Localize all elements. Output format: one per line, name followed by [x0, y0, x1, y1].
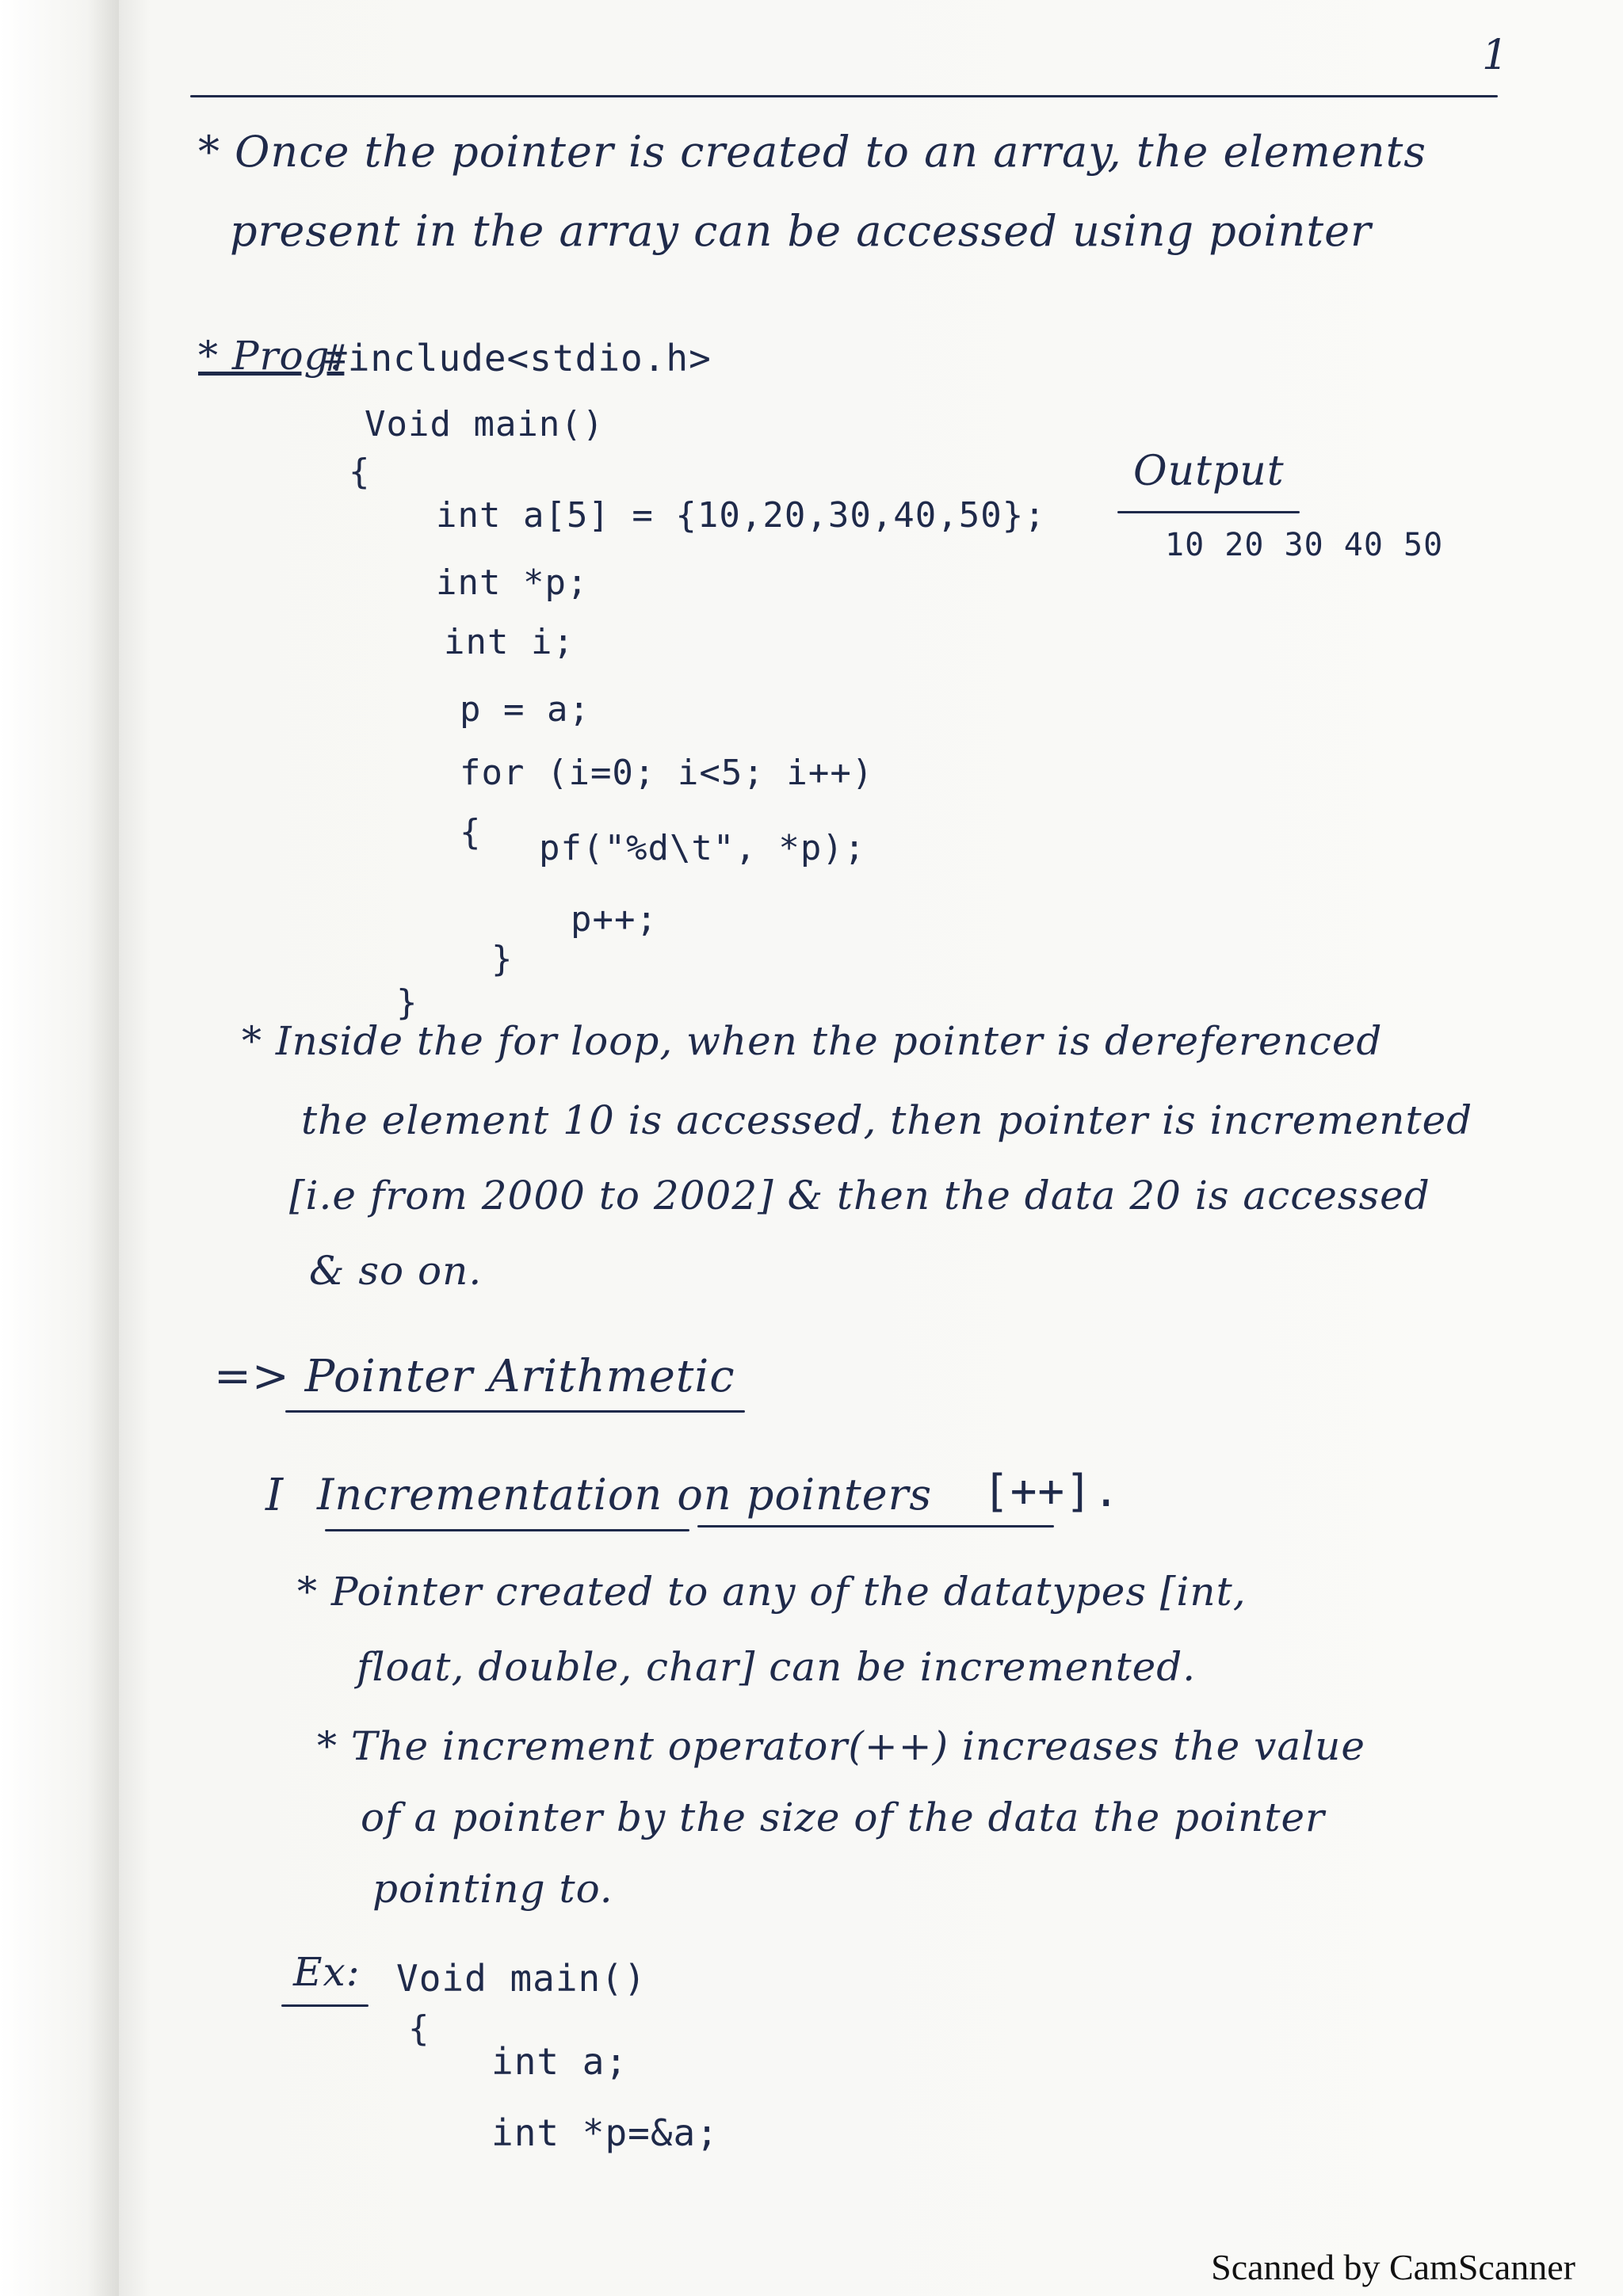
subsection-numeral: I — [265, 1470, 285, 1521]
program-close-brace: } — [396, 982, 418, 1023]
explanation-line-1: * Inside the for loop, when the pointer is dereferenced — [242, 1018, 1383, 1064]
subsection-underline-2 — [697, 1525, 1054, 1527]
point-1-line-2: float, double, char] can be incremented. — [357, 1644, 1197, 1690]
page-binding-edge — [0, 0, 119, 2296]
point-2-line-1: * The increment operator(++) increases the value — [317, 1723, 1365, 1769]
output-underline — [1117, 511, 1300, 513]
program-loop: for (i=0; i<5; i++) — [460, 753, 874, 793]
subsection-underline-1 — [325, 1529, 689, 1531]
program-label: * Prog: — [198, 333, 345, 379]
example-decl-p: int *p=&a; — [491, 2111, 719, 2154]
program-open-brace: { — [349, 452, 371, 492]
program-decl-array: int a[5] = {10,20,30,40,50}; — [436, 495, 1046, 536]
program-decl-ptr: int *p; — [436, 563, 589, 603]
intro-line-2: present in the array can be accessed using pointer — [230, 206, 1372, 256]
example-label: Ex: — [293, 1949, 361, 1995]
scanner-watermark: Scanned by CamScanner — [1211, 2247, 1575, 2287]
point-2-line-3: pointing to. — [372, 1866, 613, 1912]
explanation-line-3: [i.e from 2000 to 2002] & then the data 20 is accessed — [289, 1173, 1430, 1219]
explanation-line-2: the element 10 is accessed, then pointer is incremented — [301, 1097, 1473, 1143]
program-loop-close: } — [491, 939, 514, 979]
program-loop-open: { — [460, 812, 482, 852]
point-2-line-2: of a pointer by the size of the data the pointer — [361, 1794, 1325, 1840]
program-decl-i: int i; — [444, 622, 575, 662]
program-assign: p = a; — [460, 689, 590, 730]
section-underline — [285, 1410, 745, 1413]
subsection-title: Incrementation on pointers — [317, 1470, 933, 1520]
program-increment: p++; — [571, 899, 658, 940]
intro-line-1: * Once the pointer is created to an array, the elements — [198, 127, 1427, 177]
subsection-operator: [++]. — [983, 1466, 1121, 1517]
example-underline — [281, 2004, 369, 2007]
output-heading: Output — [1133, 448, 1285, 495]
output-values: 10 20 30 40 50 — [1165, 527, 1444, 563]
example-main: Void main() — [396, 1957, 647, 2000]
program-main: Void main() — [365, 404, 605, 444]
program-printf: pf("%d\t", *p); — [539, 828, 866, 868]
explanation-line-4: & so on. — [309, 1248, 483, 1294]
example-open-brace: { — [408, 2008, 430, 2049]
point-1-line-1: * Pointer created to any of the datatypes [int, — [297, 1569, 1247, 1615]
section-heading: => Pointer Arithmetic — [214, 1351, 735, 1402]
page-number: 1 — [1482, 32, 1510, 79]
example-decl-a: int a; — [491, 2040, 628, 2083]
program-include: #include<stdio.h> — [325, 337, 712, 379]
top-rule — [190, 95, 1498, 97]
